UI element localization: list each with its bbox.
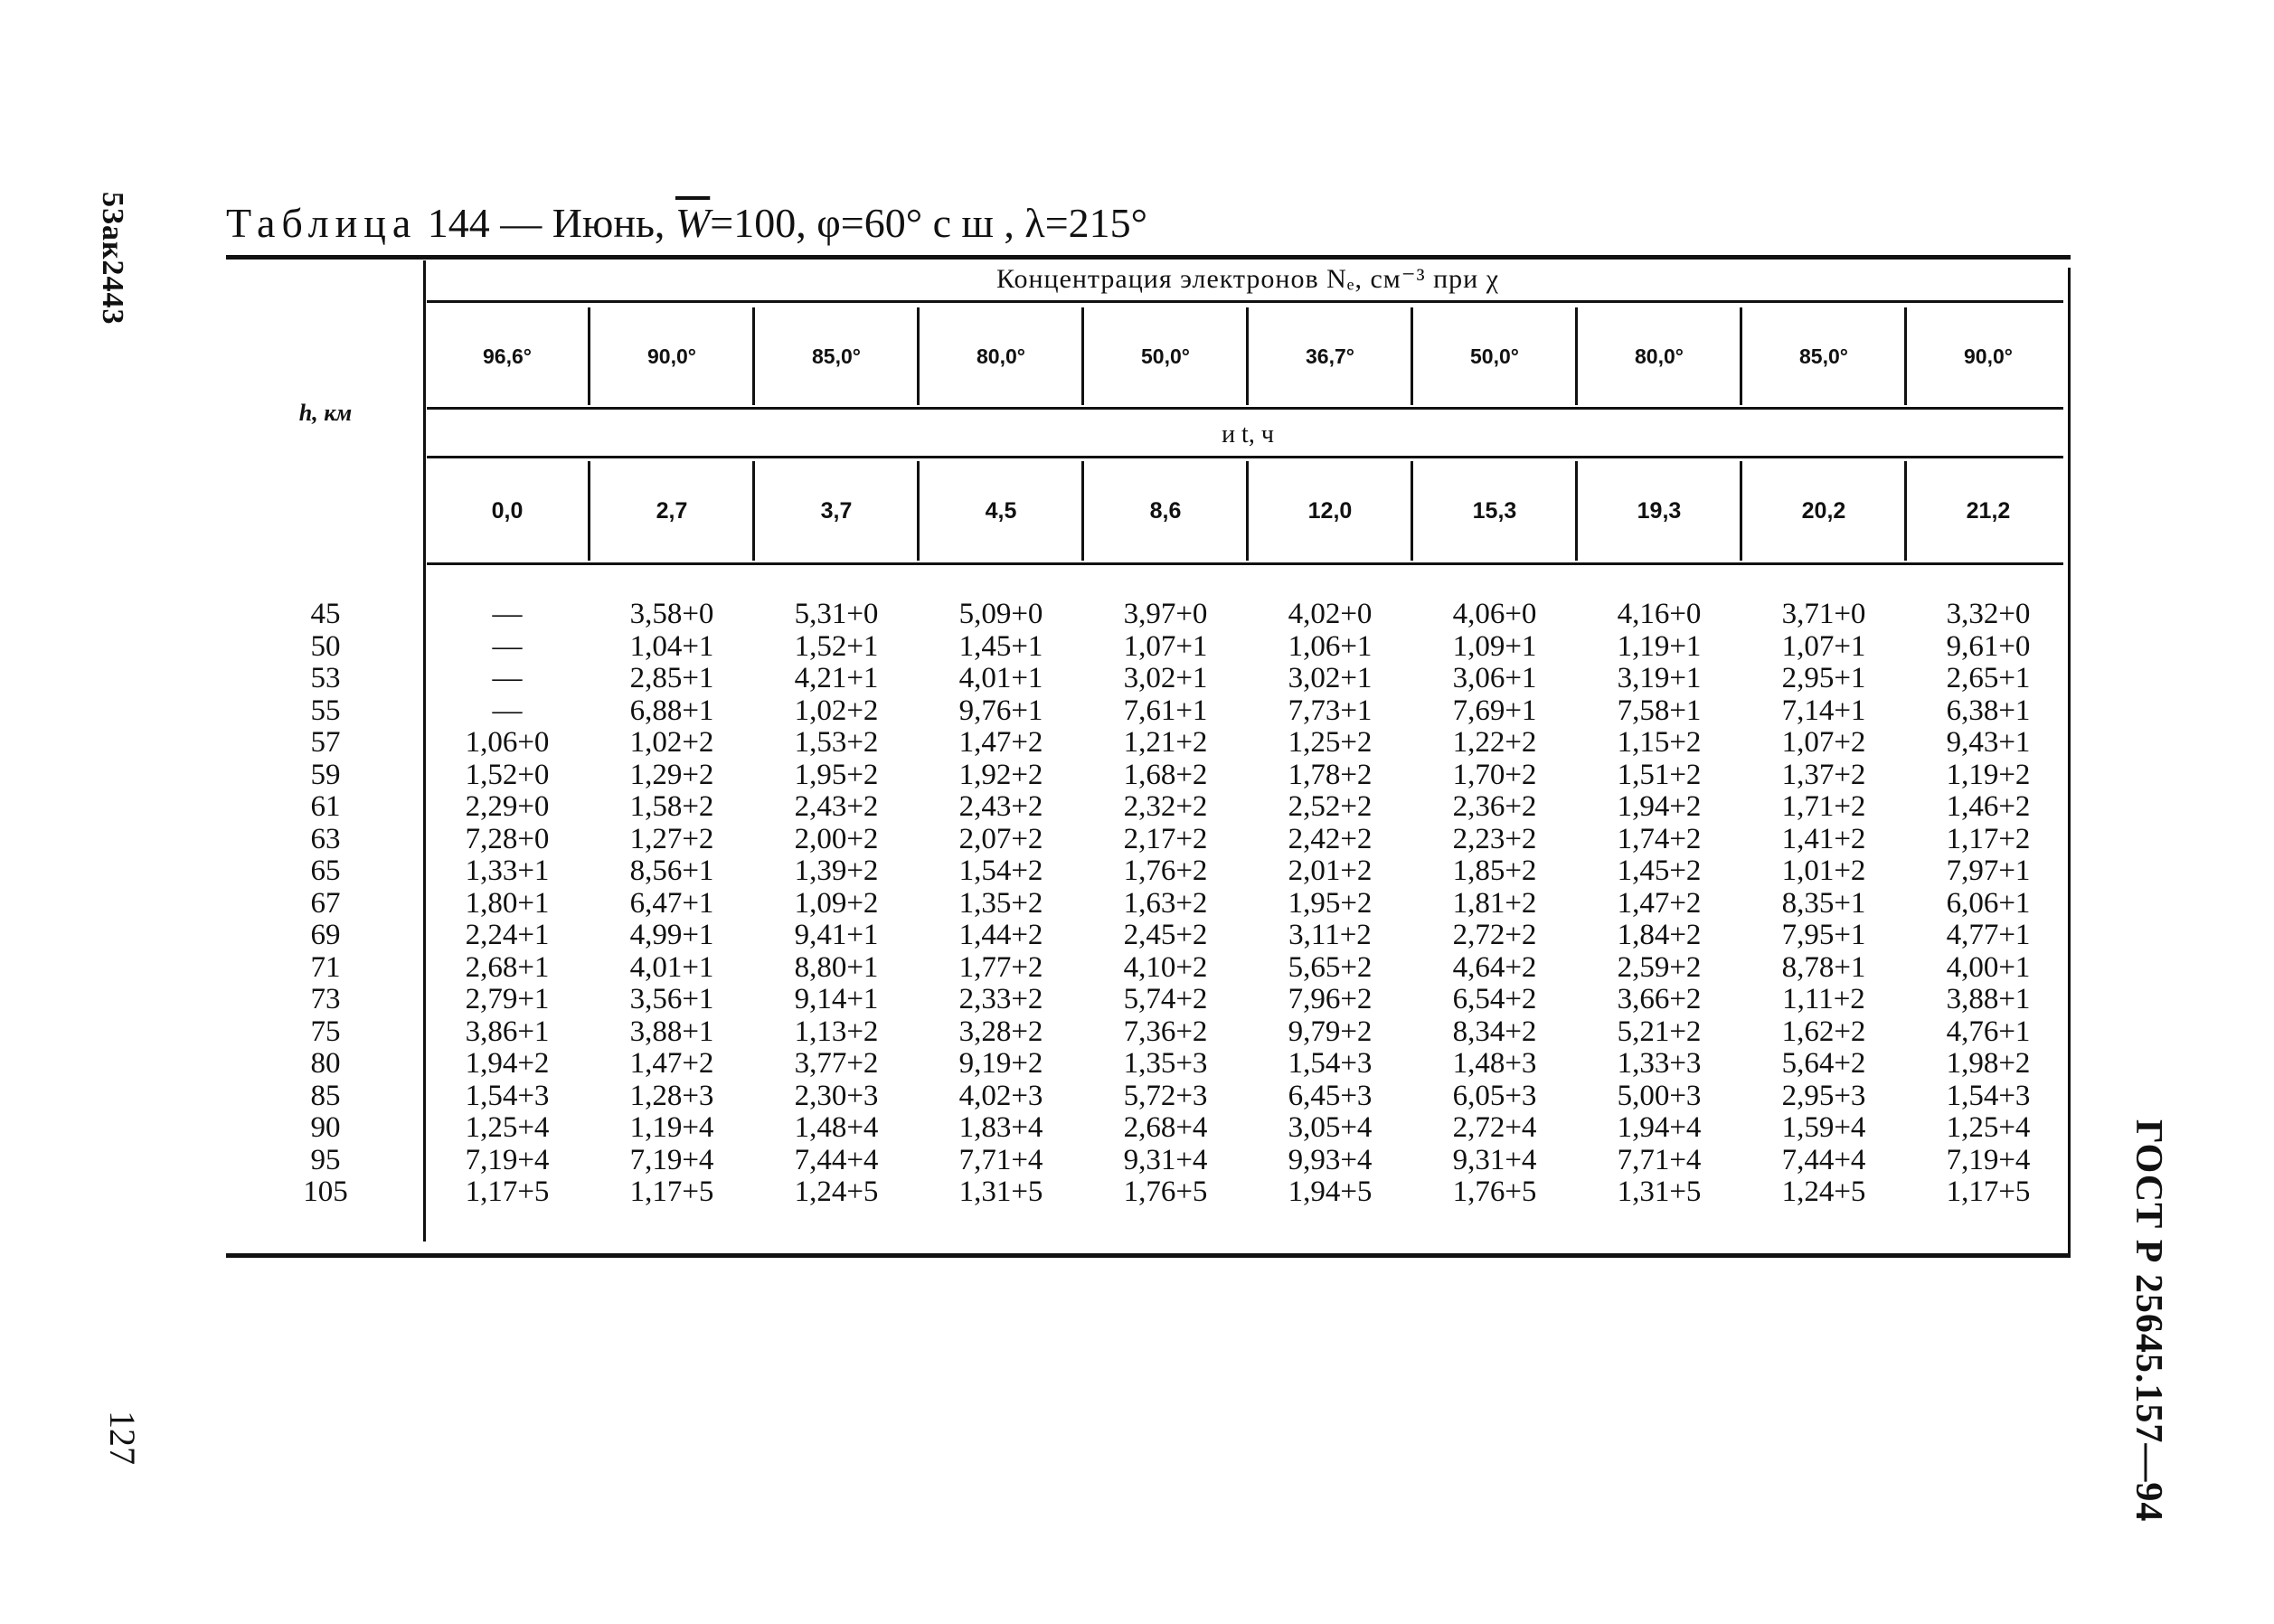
concentration-cell: 1,95+2 (1288, 886, 1373, 920)
concentration-cell: 8,56+1 (629, 854, 714, 887)
table-row (226, 1081, 2071, 1113)
concentration-cell: 1,48+4 (794, 1111, 879, 1144)
concentration-cell: 5,09+0 (958, 598, 1043, 630)
concentration-cell: 1,54+2 (958, 854, 1043, 887)
time-header-cell: 20,2 (1801, 497, 1846, 524)
altitude-cell: 53 (310, 662, 341, 694)
concentration-cell: 7,44+4 (1781, 1143, 1866, 1176)
table-title-params: =100, φ=60° с ш , λ=215° (710, 200, 1148, 246)
value-cells (425, 1145, 2071, 1177)
chi-header-cell: 90,0° (647, 344, 696, 368)
concentration-cell: 1,11+2 (1782, 983, 1865, 1015)
table-body (226, 599, 2071, 1209)
order-number: 5 (96, 192, 129, 208)
concentration-cell: 2,59+2 (1617, 950, 1702, 984)
concentration-cell: 1,29+2 (629, 758, 714, 791)
concentration-cell: 1,47+2 (629, 1047, 714, 1080)
concentration-cell: 2,01+2 (1288, 854, 1373, 887)
table-title-number: 144 — Июнь, (427, 200, 665, 246)
concentration-cell: 1,06+0 (465, 726, 550, 759)
concentration-cell: 1,54+3 (1946, 1079, 2031, 1112)
concentration-cell: 1,07+1 (1123, 629, 1208, 663)
concentration-cell: 1,35+2 (958, 886, 1043, 920)
concentration-cell: 4,01+1 (958, 662, 1043, 694)
gost-designation: ГОСТ Р 25645.157—94 (2128, 1119, 2169, 1523)
concentration-cell: 1,48+3 (1452, 1047, 1537, 1080)
concentration-cell: 1,76+5 (1452, 1176, 1537, 1208)
table-row (226, 631, 2071, 664)
concentration-cell: 3,66+2 (1617, 983, 1702, 1015)
concentration-cell: 3,02+1 (1123, 662, 1208, 694)
concentration-cell: 4,99+1 (629, 919, 714, 951)
concentration-cell: 4,21+1 (794, 662, 879, 694)
altitude-cell: 63 (310, 822, 341, 855)
time-header-cell: 8,6 (1149, 497, 1182, 524)
concentration-cell: 1,06+1 (1288, 629, 1373, 663)
concentration-cell: 1,33+1 (465, 854, 550, 887)
altitude-cell: 50 (310, 629, 341, 663)
concentration-cell: 1,78+2 (1288, 758, 1373, 791)
concentration-cell: 2,17+2 (1123, 822, 1208, 855)
value-cells (425, 888, 2071, 921)
concentration-cell: 4,76+1 (1946, 1015, 2031, 1048)
concentration-cell: 2,29+0 (465, 790, 550, 823)
time-label-rule (427, 456, 2063, 458)
concentration-cell: 9,43+1 (1946, 726, 2031, 759)
value-cells (425, 1081, 2071, 1113)
concentration-cell: 4,02+3 (958, 1079, 1043, 1112)
concentration-cell: 1,19+4 (629, 1111, 714, 1144)
concentration-cell: 4,06+0 (1452, 598, 1537, 630)
time-header-row (425, 461, 2071, 561)
concentration-cell: 9,31+4 (1123, 1143, 1208, 1176)
concentration-cell: 7,19+4 (1946, 1143, 2031, 1176)
concentration-cell: 3,11+2 (1288, 919, 1372, 951)
concentration-cell: 1,27+2 (629, 822, 714, 855)
table-row (226, 1145, 2071, 1177)
concentration-cell: 8,78+1 (1781, 950, 1866, 984)
concentration-cell: 1,53+2 (794, 726, 879, 759)
concentration-cell: 6,38+1 (1946, 694, 2031, 727)
altitude-cell: 73 (310, 983, 341, 1015)
concentration-cell: 3,32+0 (1946, 598, 2031, 630)
concentration-cell: 1,25+4 (465, 1111, 550, 1144)
concentration-cell: 3,05+4 (1288, 1111, 1373, 1144)
concentration-cell: 4,64+2 (1452, 950, 1537, 984)
concentration-cell: 2,95+1 (1781, 662, 1866, 694)
concentration-cell: 2,33+2 (958, 983, 1043, 1015)
concentration-cell: — (492, 629, 523, 663)
concentration-cell: 4,01+1 (629, 950, 714, 984)
concentration-cell: 1,68+2 (1123, 758, 1208, 791)
value-cells (425, 791, 2071, 824)
concentration-cell: 1,74+2 (1617, 822, 1702, 855)
concentration-cell: 1,52+0 (465, 758, 550, 791)
value-cells (425, 1176, 2071, 1209)
concentration-cell: 1,84+2 (1617, 919, 1702, 951)
concentration-cell: 3,06+1 (1452, 662, 1537, 694)
time-header-cell: 15,3 (1472, 497, 1517, 524)
table-row (226, 952, 2071, 985)
altitude-cell: 57 (310, 726, 341, 759)
table-row (226, 855, 2071, 888)
concentration-cell: 2,79+1 (465, 983, 550, 1015)
concentration-cell: 2,52+2 (1288, 790, 1373, 823)
concentration-cell: 7,71+4 (958, 1143, 1043, 1176)
chi-header-row (425, 307, 2071, 405)
value-cells (425, 855, 2071, 888)
table-row (226, 1176, 2071, 1209)
concentration-cell: 1,76+5 (1123, 1176, 1208, 1208)
concentration-cell: 7,36+2 (1123, 1015, 1208, 1048)
concentration-cell: 1,35+3 (1123, 1047, 1208, 1080)
concentration-cell: — (492, 662, 523, 694)
concentration-cell: 1,02+2 (629, 726, 714, 759)
chi-header-cell: 36,7° (1306, 344, 1354, 368)
concentration-cell: 1,94+5 (1288, 1176, 1373, 1208)
concentration-cell: 1,17+5 (465, 1176, 550, 1208)
table-row (226, 1016, 2071, 1049)
concentration-cell: 2,32+2 (1123, 790, 1208, 823)
concentration-cell: 1,07+2 (1781, 726, 1866, 759)
table-row (226, 695, 2071, 728)
concentration-cell: 1,17+5 (629, 1176, 714, 1208)
concentration-cell: 1,09+2 (794, 886, 879, 920)
concentration-cell: 4,00+1 (1946, 950, 2031, 984)
concentration-cell: 6,88+1 (629, 694, 714, 727)
concentration-cell: 3,71+0 (1781, 598, 1866, 630)
concentration-cell: 7,71+4 (1617, 1143, 1702, 1176)
table-row (226, 1048, 2071, 1081)
concentration-cell: 2,68+4 (1123, 1111, 1208, 1144)
concentration-cell: 1,31+5 (958, 1176, 1043, 1208)
concentration-cell: 1,98+2 (1946, 1047, 2031, 1080)
concentration-cell: 8,35+1 (1781, 886, 1866, 920)
concentration-cell: 1,41+2 (1781, 822, 1866, 855)
chi-header-cell: 85,0° (812, 344, 861, 368)
concentration-cell: 1,85+2 (1452, 854, 1537, 887)
concentration-cell: 1,21+2 (1123, 726, 1208, 759)
concentration-cell: 1,25+4 (1946, 1111, 2031, 1144)
time-header: и t, ч (1222, 420, 1274, 448)
order-zak: Зак (96, 208, 129, 260)
concentration-cell: 1,09+1 (1452, 629, 1537, 663)
concentration-cell: 1,52+1 (794, 629, 879, 663)
chi-header-cell: 80,0° (977, 344, 1025, 368)
time-header-cell: 4,5 (985, 497, 1017, 524)
concentration-cell: 1,47+2 (958, 726, 1043, 759)
altitude-cell: 95 (310, 1143, 341, 1176)
concentration-cell: 9,31+4 (1452, 1143, 1537, 1176)
concentration-cell: 2,00+2 (794, 822, 879, 855)
value-cells (425, 1048, 2071, 1081)
altitude-cell: 85 (310, 1079, 341, 1112)
table-bottom-rule (226, 1253, 2071, 1258)
value-cells (425, 1016, 2071, 1049)
concentration-cell: 1,45+2 (1617, 854, 1702, 887)
concentration-cell: 7,19+4 (629, 1143, 714, 1176)
concentration-cell: 1,46+2 (1946, 790, 2031, 823)
concentration-cell: 1,47+2 (1617, 886, 1702, 920)
table-row (226, 888, 2071, 921)
concentration-cell: 1,31+5 (1617, 1176, 1702, 1208)
time-header-cell: 2,7 (656, 497, 688, 524)
concentration-cell: 6,47+1 (629, 886, 714, 920)
concentration-cell: 5,74+2 (1123, 983, 1208, 1015)
table-row (226, 599, 2071, 631)
concentration-cell: 1,63+2 (1123, 886, 1208, 920)
concentration-cell: 1,94+2 (465, 1047, 550, 1080)
concentration-cell: 1,71+2 (1781, 790, 1866, 823)
concentration-cell: 1,37+2 (1781, 758, 1866, 791)
concentration-cell: 9,93+4 (1288, 1143, 1373, 1176)
concentration-cell: 2,30+3 (794, 1079, 879, 1112)
concentration-cell: 1,28+3 (629, 1079, 714, 1112)
concentration-cell: 4,10+2 (1123, 950, 1208, 984)
altitude-cell: 75 (310, 1015, 341, 1048)
altitude-cell: 69 (310, 919, 341, 951)
concentration-cell: 4,16+0 (1617, 598, 1702, 630)
concentration-cell: 6,05+3 (1452, 1079, 1537, 1112)
concentration-cell: 3,88+1 (629, 1015, 714, 1048)
concentration-cell: 5,00+3 (1617, 1079, 1702, 1112)
concentration-cell: 5,65+2 (1288, 950, 1373, 984)
concentration-cell: 1,33+3 (1617, 1047, 1702, 1080)
concentration-cell: 9,76+1 (958, 694, 1043, 727)
value-cells (425, 824, 2071, 856)
concentration-cell: 1,17+5 (1946, 1176, 2031, 1208)
value-cells (425, 1112, 2071, 1145)
value-cells (425, 727, 2071, 760)
concentration-cell: 1,13+2 (794, 1015, 879, 1048)
chi-header-cell: 96,6° (483, 344, 532, 368)
concentration-cell: 1,39+2 (794, 854, 879, 887)
altitude-cell: 67 (310, 886, 341, 920)
value-cells (425, 760, 2071, 792)
concentration-cell: 7,95+1 (1781, 919, 1866, 951)
concentration-cell: 1,94+4 (1617, 1111, 1702, 1144)
concentration-cell: 9,14+1 (794, 983, 879, 1015)
concentration-cell: 9,19+2 (958, 1047, 1043, 1080)
concentration-cell: 2,72+2 (1452, 919, 1537, 951)
altitude-cell: 55 (310, 694, 341, 727)
concentration-cell: 1,81+2 (1452, 886, 1537, 920)
order-code: 2443 (96, 260, 129, 326)
concentration-cell: 3,86+1 (465, 1015, 550, 1048)
concentration-cell: 1,58+2 (629, 790, 714, 823)
concentration-cell: 7,44+4 (794, 1143, 879, 1176)
concentration-cell: 9,61+0 (1946, 629, 2031, 663)
concentration-cell: 7,14+1 (1781, 694, 1866, 727)
concentration-cell: 7,61+1 (1123, 694, 1208, 727)
concentration-cell: 7,28+0 (465, 822, 550, 855)
concentration-cell: 2,43+2 (958, 790, 1043, 823)
concentration-cell: 5,21+2 (1617, 1015, 1702, 1048)
concentration-cell: 3,19+1 (1617, 662, 1702, 694)
table-title-w-symbol: $\overline{W}$ (675, 200, 711, 246)
concentration-cell: 1,19+1 (1617, 629, 1702, 663)
concentration-cell: 1,02+2 (794, 694, 879, 727)
time-header-cell: 19,3 (1637, 497, 1682, 524)
altitude-cell: 45 (310, 598, 341, 630)
value-cells (425, 984, 2071, 1016)
value-cells (425, 695, 2071, 728)
page-number: 127 (102, 1411, 143, 1465)
time-header-cell: 0,0 (491, 497, 524, 524)
concentration-cell: 7,19+4 (465, 1143, 550, 1176)
value-cells (425, 952, 2071, 985)
concentration-cell: 1,24+5 (1781, 1176, 1866, 1208)
concentration-cell: — (492, 694, 523, 727)
concentration-cell: 5,64+2 (1781, 1047, 1866, 1080)
concentration-header-rule (427, 300, 2063, 303)
data-table (226, 255, 2071, 1259)
concentration-cell: 1,45+1 (958, 629, 1043, 663)
concentration-cell: 6,06+1 (1946, 886, 2031, 920)
concentration-cell: — (492, 598, 523, 630)
concentration-cell: 6,45+3 (1288, 1079, 1373, 1112)
concentration-cell: 1,95+2 (794, 758, 879, 791)
concentration-cell: 7,73+1 (1288, 694, 1373, 727)
altitude-cell: 105 (303, 1176, 348, 1208)
table-row (226, 663, 2071, 695)
concentration-cell: 1,01+2 (1781, 854, 1866, 887)
concentration-cell: 1,19+2 (1946, 758, 2031, 791)
table-title-prefix: Таблица (226, 200, 418, 246)
concentration-cell: 1,44+2 (958, 919, 1043, 951)
chi-header-cell: 85,0° (1799, 344, 1848, 368)
time-header-cell: 21,2 (1966, 497, 2011, 524)
concentration-cell: 1,15+2 (1617, 726, 1702, 759)
concentration-cell: 1,25+2 (1288, 726, 1373, 759)
concentration-cell: 8,34+2 (1452, 1015, 1537, 1048)
concentration-cell: 1,76+2 (1123, 854, 1208, 887)
table-row (226, 824, 2071, 856)
concentration-cell: 1,54+3 (465, 1079, 550, 1112)
concentration-cell: 2,07+2 (958, 822, 1043, 855)
concentration-cell: 2,68+1 (465, 950, 550, 984)
table-row (226, 760, 2071, 792)
concentration-cell: 1,17+2 (1946, 822, 2031, 855)
time-header-cell: 3,7 (820, 497, 853, 524)
concentration-cell: 1,04+1 (629, 629, 714, 663)
concentration-cell: 1,54+3 (1288, 1047, 1373, 1080)
value-cells (425, 631, 2071, 664)
concentration-cell: 1,22+2 (1452, 726, 1537, 759)
value-cells (425, 663, 2071, 695)
concentration-cell: 7,97+1 (1946, 854, 2031, 887)
table-top-rule (226, 255, 2071, 260)
concentration-cell: 1,92+2 (958, 758, 1043, 791)
concentration-cell: 2,65+1 (1946, 662, 2031, 694)
concentration-cell: 7,58+1 (1617, 694, 1702, 727)
concentration-cell: 9,79+2 (1288, 1015, 1373, 1048)
altitude-cell: 61 (310, 790, 341, 823)
altitude-cell: 71 (310, 950, 341, 984)
concentration-cell: 1,94+2 (1617, 790, 1702, 823)
concentration-cell: 2,42+2 (1288, 822, 1373, 855)
chi-header-cell: 80,0° (1635, 344, 1684, 368)
table-row (226, 920, 2071, 952)
concentration-cell: 3,77+2 (794, 1047, 879, 1080)
concentration-cell: 3,88+1 (1946, 983, 2031, 1015)
concentration-cell: 3,56+1 (629, 983, 714, 1015)
concentration-cell: 2,43+2 (794, 790, 879, 823)
concentration-cell: 1,07+1 (1781, 629, 1866, 663)
concentration-cell: 4,77+1 (1946, 919, 2031, 951)
concentration-cell: 1,77+2 (958, 950, 1043, 984)
altitude-cell: 59 (310, 758, 341, 791)
concentration-cell: 6,54+2 (1452, 983, 1537, 1015)
concentration-cell: 7,96+2 (1288, 983, 1373, 1015)
time-header-cell: 12,0 (1307, 497, 1353, 524)
concentration-cell: 2,85+1 (629, 662, 714, 694)
concentration-cell: 1,51+2 (1617, 758, 1702, 791)
concentration-cell: 9,41+1 (794, 919, 879, 951)
concentration-cell: 2,36+2 (1452, 790, 1537, 823)
h-column-header: h, км (298, 400, 353, 426)
table-row (226, 727, 2071, 760)
concentration-cell: 2,72+4 (1452, 1111, 1537, 1144)
concentration-cell: 7,69+1 (1452, 694, 1537, 727)
chi-header-cell: 90,0° (1964, 344, 2013, 368)
value-cells (425, 599, 2071, 631)
concentration-cell: 2,95+3 (1781, 1079, 1866, 1112)
concentration-cell: 3,28+2 (958, 1015, 1043, 1048)
table-row (226, 984, 2071, 1016)
concentration-cell: 2,24+1 (465, 919, 550, 951)
margin-order-note (95, 192, 129, 326)
concentration-cell: 8,80+1 (794, 950, 879, 984)
altitude-cell: 80 (310, 1047, 341, 1080)
concentration-cell: 1,59+4 (1781, 1111, 1866, 1144)
altitude-cell: 65 (310, 854, 341, 887)
concentration-header: Концентрация электронов Nₑ, см⁻³ при χ (995, 264, 1500, 294)
value-cells (425, 920, 2071, 952)
concentration-cell: 1,62+2 (1781, 1015, 1866, 1048)
concentration-cell: 5,72+3 (1123, 1079, 1208, 1112)
concentration-cell: 1,24+5 (794, 1176, 879, 1208)
concentration-cell: 2,45+2 (1123, 919, 1208, 951)
table-row (226, 1112, 2071, 1145)
table-title (226, 199, 1147, 247)
concentration-cell: 2,23+2 (1452, 822, 1537, 855)
header-bottom-rule (427, 562, 2063, 565)
concentration-cell: 1,83+4 (958, 1111, 1043, 1144)
altitude-cell: 90 (310, 1111, 341, 1144)
table-row (226, 791, 2071, 824)
chi-header-cell: 50,0° (1141, 344, 1190, 368)
chi-header-cell: 50,0° (1470, 344, 1519, 368)
concentration-cell: 3,97+0 (1123, 598, 1208, 630)
concentration-cell: 3,02+1 (1288, 662, 1373, 694)
chi-row-rule (427, 407, 2063, 410)
concentration-cell: 5,31+0 (794, 598, 879, 630)
concentration-cell: 1,70+2 (1452, 758, 1537, 791)
concentration-cell: 1,80+1 (465, 886, 550, 920)
concentration-cell: 4,02+0 (1288, 598, 1373, 630)
concentration-cell: 3,58+0 (629, 598, 714, 630)
